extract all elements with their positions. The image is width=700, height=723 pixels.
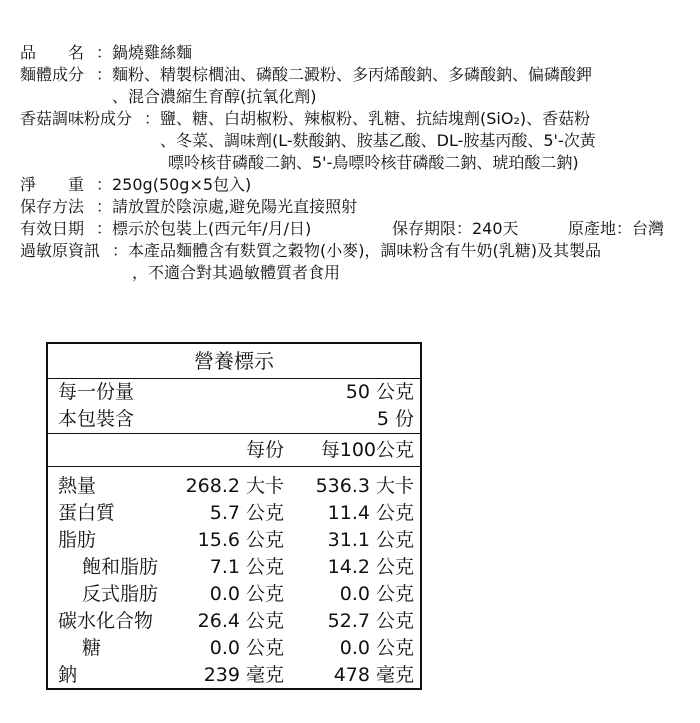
colon: ： [96, 65, 113, 84]
allergen-row [20, 240, 690, 262]
servings-per-package-value: 5 份 [376, 408, 414, 430]
nutrient-row [48, 581, 420, 608]
net-weight-label: 淨 重 [20, 175, 85, 194]
allergen-line1: 本產品麵體含有麩質之穀物(小麥)，調味粉含有牛奶(乳糖)及其製品 [128, 241, 601, 260]
nutrient-name: 熱量 [58, 475, 97, 497]
allergen-label: 過敏原資訊 [20, 241, 101, 260]
product-info [20, 42, 690, 284]
allergen-cont-row [20, 262, 690, 284]
serving-size-label: 每一份量 [58, 381, 135, 403]
nutrient-row [48, 500, 420, 527]
noodle-ingredients-cont-row [20, 86, 690, 108]
seasoning-ingredients-row [20, 108, 690, 130]
seasoning-ingredients-line1: 鹽、糖、白胡椒粉、辣椒粉、乳糖、抗結塊劑(SiO₂)、香菇粉 [160, 109, 591, 128]
shelf-life: 保存期限：240天 [392, 219, 519, 238]
nutrient-name: 糖 [82, 637, 102, 659]
column-header-row [48, 434, 420, 467]
nutrient-per-serving: 239 毫克 [203, 664, 284, 686]
nutrient-name: 脂肪 [58, 529, 97, 551]
nutrient-name: 反式脂肪 [82, 583, 159, 605]
nutrient-per-serving: 0.0 公克 [209, 583, 284, 605]
nutrient-name: 飽和脂肪 [82, 556, 159, 578]
nutrient-row [48, 608, 420, 635]
nutrient-per-serving: 268.2 大卡 [185, 475, 284, 497]
seasoning-ingredients-cont-row [20, 130, 690, 152]
colon: ： [96, 175, 113, 194]
nutrient-row [48, 554, 420, 581]
serving-size-value: 50 公克 [345, 381, 414, 403]
noodle-ingredients-label: 麵體成分 [20, 65, 85, 84]
nutrient-row [48, 527, 420, 554]
nutrition-facts-table [46, 342, 422, 690]
seasoning-ingredients-label: 香菇調味粉成分 [20, 109, 133, 128]
product-name-row [20, 42, 690, 64]
nutrient-row [48, 473, 420, 500]
expiry-row [20, 218, 690, 240]
servings-per-package-row [48, 406, 420, 434]
nutrient-per-100g: 478 毫克 [333, 664, 414, 686]
storage-label: 保存方法 [20, 197, 85, 216]
expiry-label: 有效日期 [20, 219, 85, 238]
nutrient-per-100g: 0.0 公克 [339, 583, 414, 605]
nutrient-per-100g: 31.1 公克 [327, 529, 414, 551]
allergen-line2: ，不適合對其過敏體質者食用 [132, 263, 341, 282]
product-name-label: 品 名 [20, 43, 85, 62]
net-weight-row [20, 174, 690, 196]
nutrient-per-serving: 26.4 公克 [197, 610, 284, 632]
colon: ： [96, 219, 113, 238]
storage-row [20, 196, 690, 218]
expiry-value: 標示於包裝上(西元年/月/日) [112, 219, 312, 238]
colon: ： [144, 109, 161, 128]
noodle-ingredients-line2: 、混合濃縮生育醇(抗氧化劑) [112, 87, 317, 106]
noodle-ingredients-line1: 麵粉、精製棕櫚油、磷酸二澱粉、多丙烯酸鈉、多磷酸鈉、偏磷酸鉀 [112, 65, 593, 84]
nutrient-per-100g: 536.3 大卡 [315, 475, 414, 497]
net-weight-value: 250g(50g×5包入) [112, 175, 252, 194]
nutrient-per-serving: 15.6 公克 [197, 529, 284, 551]
origin: 原產地：台灣 [568, 219, 665, 238]
nutrient-per-100g: 11.4 公克 [327, 502, 414, 524]
seasoning-ingredients-cont-row [20, 152, 690, 174]
seasoning-ingredients-line3: 嘌呤核苷磷酸二鈉、5'-鳥嘌呤核苷磷酸二鈉、琥珀酸二鈉) [168, 153, 579, 172]
nutrient-name: 鈉 [58, 664, 78, 686]
product-name-value: 鍋燒雞絲麵 [112, 43, 193, 62]
colon: ： [96, 197, 113, 216]
nutrient-per-100g: 14.2 公克 [327, 556, 414, 578]
column-per-100g: 每100公克 [320, 439, 414, 461]
colon: ： [96, 43, 113, 62]
nutrient-name: 蛋白質 [58, 502, 116, 524]
nutrient-per-100g: 0.0 公克 [339, 637, 414, 659]
nutrient-row [48, 662, 420, 689]
nutrient-per-100g: 52.7 公克 [327, 610, 414, 632]
nutrient-per-serving: 7.1 公克 [209, 556, 284, 578]
servings-per-package-label: 本包裝含 [58, 408, 135, 430]
noodle-ingredients-row [20, 64, 690, 86]
colon: ： [112, 241, 129, 260]
seasoning-ingredients-line2: 、冬菜、調味劑(L-麩酸鈉、胺基乙酸、DL-胺基丙酸、5'-次黃 [160, 131, 596, 150]
nutrient-row [48, 635, 420, 662]
column-per-serving: 每份 [245, 439, 284, 461]
nutrition-title: 營養標示 [48, 344, 420, 379]
nutrient-name: 碳水化合物 [58, 610, 154, 632]
storage-value: 請放置於陰涼處,避免陽光直接照射 [112, 197, 358, 216]
nutrient-per-serving: 5.7 公克 [209, 502, 284, 524]
nutrient-per-serving: 0.0 公克 [209, 637, 284, 659]
serving-size-row [48, 379, 420, 406]
